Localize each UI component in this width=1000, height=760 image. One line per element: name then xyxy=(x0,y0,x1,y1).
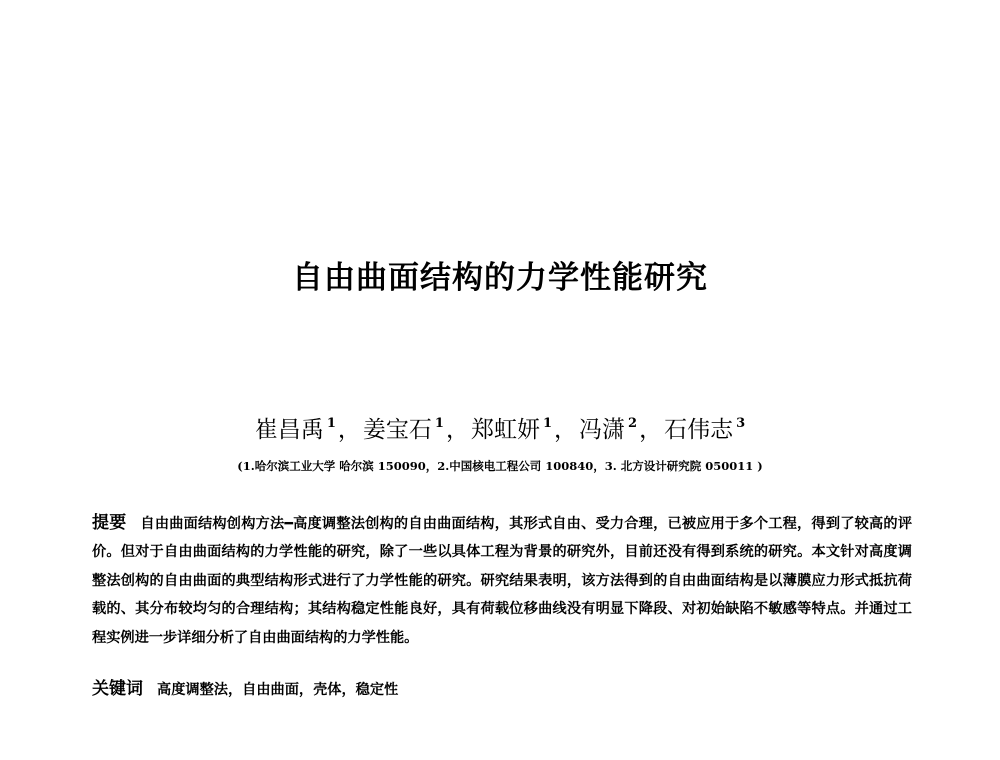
author-affiliation-mark: 1 xyxy=(542,416,553,431)
author-affiliation-mark: 1 xyxy=(326,416,336,431)
author-name: 郑虹妍 xyxy=(470,417,540,443)
keywords-label: 关键词 xyxy=(92,679,143,699)
author-list xyxy=(0,408,1000,446)
abstract xyxy=(92,509,912,652)
author-separator: ， xyxy=(445,417,469,443)
keywords xyxy=(92,677,398,702)
affiliations: (1.哈尔滨工业大学 哈尔滨 150090，2.中国核电工程公司 100840，3. 北方设计研究院 050011 ) xyxy=(237,459,763,473)
author-name: 姜宝石 xyxy=(362,417,432,443)
abstract-text: 自由曲面结构创构方法━高度调整法创构的自由曲面结构，其形式自由、受力合理，已被应用于多个工程，得到了较高的评价。但对于自由曲面结构的力学性能的研究，除了一些以具体工程为背景的研究外，目前还没有得到系统的研究。本文针对高度调整法创构的自由曲面的典型结构形式进行了力学性能的研究。研究结果表明，该方法得到的自由曲面结构是以薄膜应力形式抵抗荷载的、其分布较均匀的合理结构；其结构稳定性能良好，具有荷载位移曲线没有明显下降段、对初始缺陷不敏感等特点。并通过工程实例进一步详细分析了自由曲面结构的力学性能。 xyxy=(92,516,913,646)
author-name: 石伟志 xyxy=(664,417,734,443)
keywords-text: 高度调整法，自由曲面，壳体，稳定性 xyxy=(157,682,399,698)
author-name: 崔昌禹 xyxy=(254,417,324,443)
author-name: 冯潇 xyxy=(579,417,626,443)
author-affiliation-mark: 3 xyxy=(736,416,746,431)
author-separator: ， xyxy=(337,417,361,443)
author-affiliation-mark: 1 xyxy=(434,416,444,431)
author-separator: ， xyxy=(639,417,663,443)
paper-title: 自由曲面结构的力学性能研究 xyxy=(292,260,708,296)
abstract-label: 提要 xyxy=(92,513,127,533)
author-separator: ， xyxy=(554,417,578,443)
author-affiliation-mark: 2 xyxy=(628,416,638,431)
